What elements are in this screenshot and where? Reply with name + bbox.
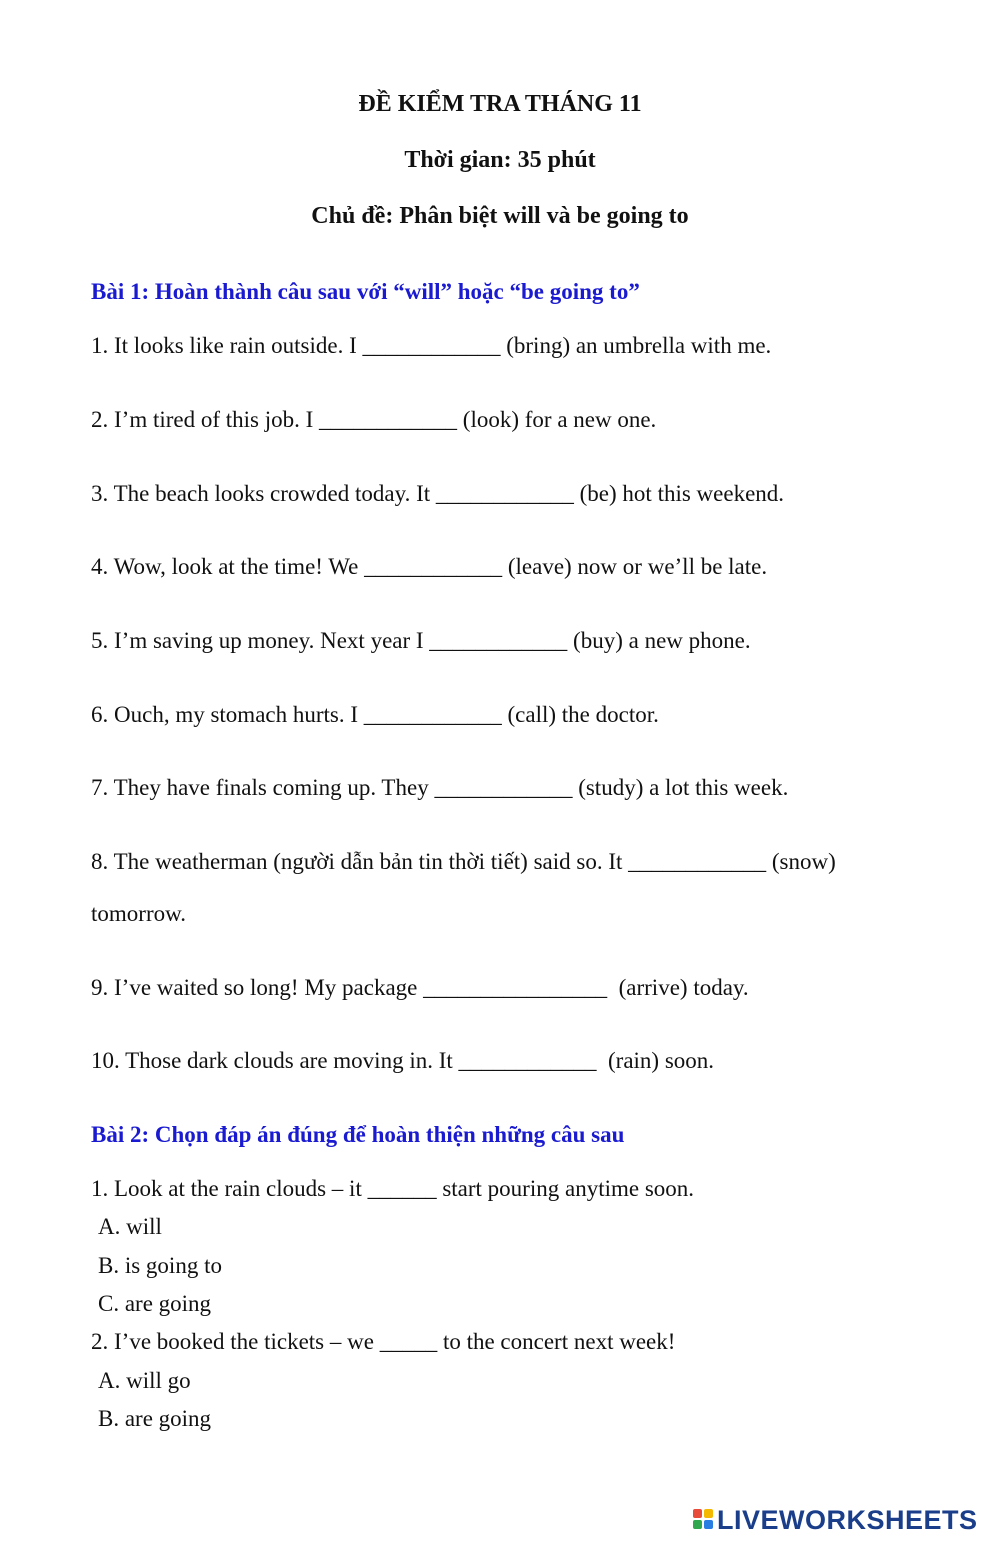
exercise-2-question-1: 1. Look at the rain clouds – it ______ start pouring anytime soon. xyxy=(91,1176,695,1201)
liveworksheets-logo-icon xyxy=(693,1509,715,1531)
exercise-1-item: 3. The beach looks crowded today. It ____________ (be) hot this weekend. xyxy=(91,481,785,506)
exercise-1-item: 6. Ouch, my stomach hurts. I ____________ (call) the doctor. xyxy=(91,702,659,727)
topic-title: Chủ đề: Phân biệt will và be going to xyxy=(311,203,689,229)
question-2-option-b: B. are going xyxy=(98,1406,212,1431)
liveworksheets-logo xyxy=(693,1503,978,1537)
exercise-1-item: 8. The weatherman (người dẫn bản tin thời tiết) said so. It ____________ (snow) xyxy=(91,849,836,874)
exercise-1-item: 5. I’m saving up money. Next year I ____________ (buy) a new phone. xyxy=(91,628,751,653)
exercise-1-item: 9. I’ve waited so long! My package ________________ (arrive) today. xyxy=(91,975,749,1000)
time-limit: Thời gian: 35 phút xyxy=(404,147,596,173)
exercise-1-item: 7. They have finals coming up. They ____________ (study) a lot this week. xyxy=(91,775,789,800)
question-1-option-a: A. will xyxy=(98,1214,162,1239)
exercise-1-item: 4. Wow, look at the time! We ____________ (leave) now or we’ll be late. xyxy=(91,554,768,579)
page-title: ĐỀ KIỂM TRA THÁNG 11 xyxy=(358,91,642,117)
exercise-1-item-continuation: tomorrow. xyxy=(91,901,186,926)
exercise-1-heading: Bài 1: Hoàn thành câu sau với “will” hoặc “be going to” xyxy=(91,279,640,304)
question-2-option-a: A. will go xyxy=(98,1368,191,1393)
exercise-2-heading: Bài 2: Chọn đáp án đúng để hoàn thiện những câu sau xyxy=(91,1122,625,1147)
exercise-1-item: 1. It looks like rain outside. I ____________ (bring) an umbrella with me. xyxy=(91,333,772,358)
logo-text: LIVEWORKSHEETS xyxy=(717,1504,978,1535)
question-1-option-c: C. are going xyxy=(98,1291,212,1316)
exercise-2-question-2: 2. I’ve booked the tickets – we _____ to the concert next week! xyxy=(91,1329,676,1354)
exercise-1-item: 2. I’m tired of this job. I ____________ (look) for a new one. xyxy=(91,407,657,432)
exercise-1-item: 10. Those dark clouds are moving in. It ____________ (rain) soon. xyxy=(91,1048,715,1073)
question-1-option-b: B. is going to xyxy=(98,1253,222,1278)
